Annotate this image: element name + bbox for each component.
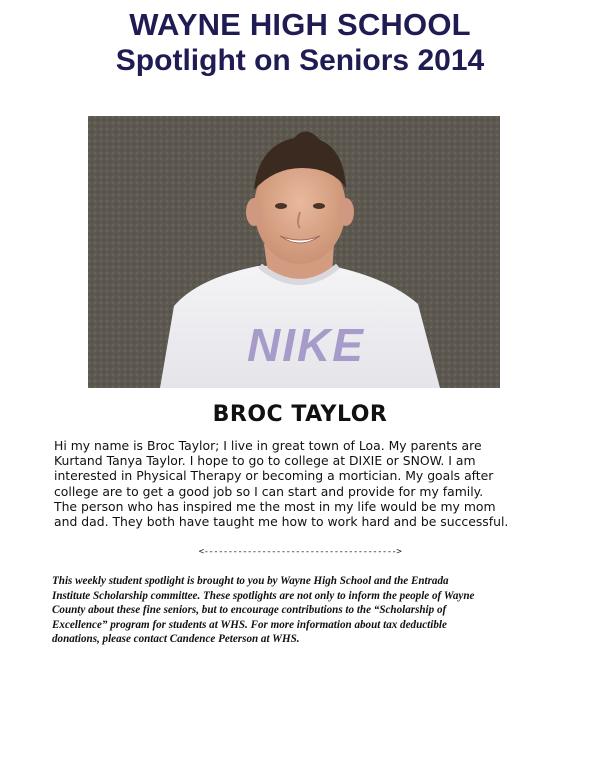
header (0, 8, 600, 78)
shirt-logo-text: NIKE (247, 319, 365, 371)
school-name: WAYNE HIGH SCHOOL (129, 7, 471, 42)
student-bio (54, 438, 554, 529)
shirt-logo (247, 319, 365, 371)
sponsor-line: donations, please contact Candence Peterson at WHS. (52, 633, 300, 646)
bio-line: Hi my name is Broc Taylor; I live in great town of Loa. My parents are (54, 438, 482, 453)
sponsor-line: Institute Scholarship committee. These spotlights are not only to inform the people of Wayne (52, 589, 475, 602)
bio-line: The person who has inspired me the most in my life would be my mom (54, 498, 496, 514)
bio-line: and dad. They both have taught me how to work hard and be successful. (54, 514, 509, 530)
sponsor-line: County about these fine seniors, but to encourage contributions to the “Scholarship of (52, 604, 447, 617)
bio-line: college are to get a good job so I can start and provide for my family. (54, 483, 484, 499)
page-title: Spotlight on Seniors 2014 (115, 44, 485, 78)
student-photo (88, 116, 500, 388)
section-divider: <----------------------------------------> (198, 547, 402, 557)
sponsor-note (52, 574, 558, 647)
bio-line: Kurtand Tanya Taylor. I hope to go to college at DIXIE or SNOW. I am (54, 453, 476, 469)
student-name: BROC TAYLOR (212, 402, 388, 427)
sponsor-line: Excellence” program for students at WHS. For more information about tax deductible (52, 618, 447, 631)
sponsor-line: This weekly student spotlight is brought to you by Wayne High School and the Entrada (52, 575, 449, 587)
bio-line: interested in Physical Therapy or becoming a mortician. My goals after (54, 468, 494, 484)
